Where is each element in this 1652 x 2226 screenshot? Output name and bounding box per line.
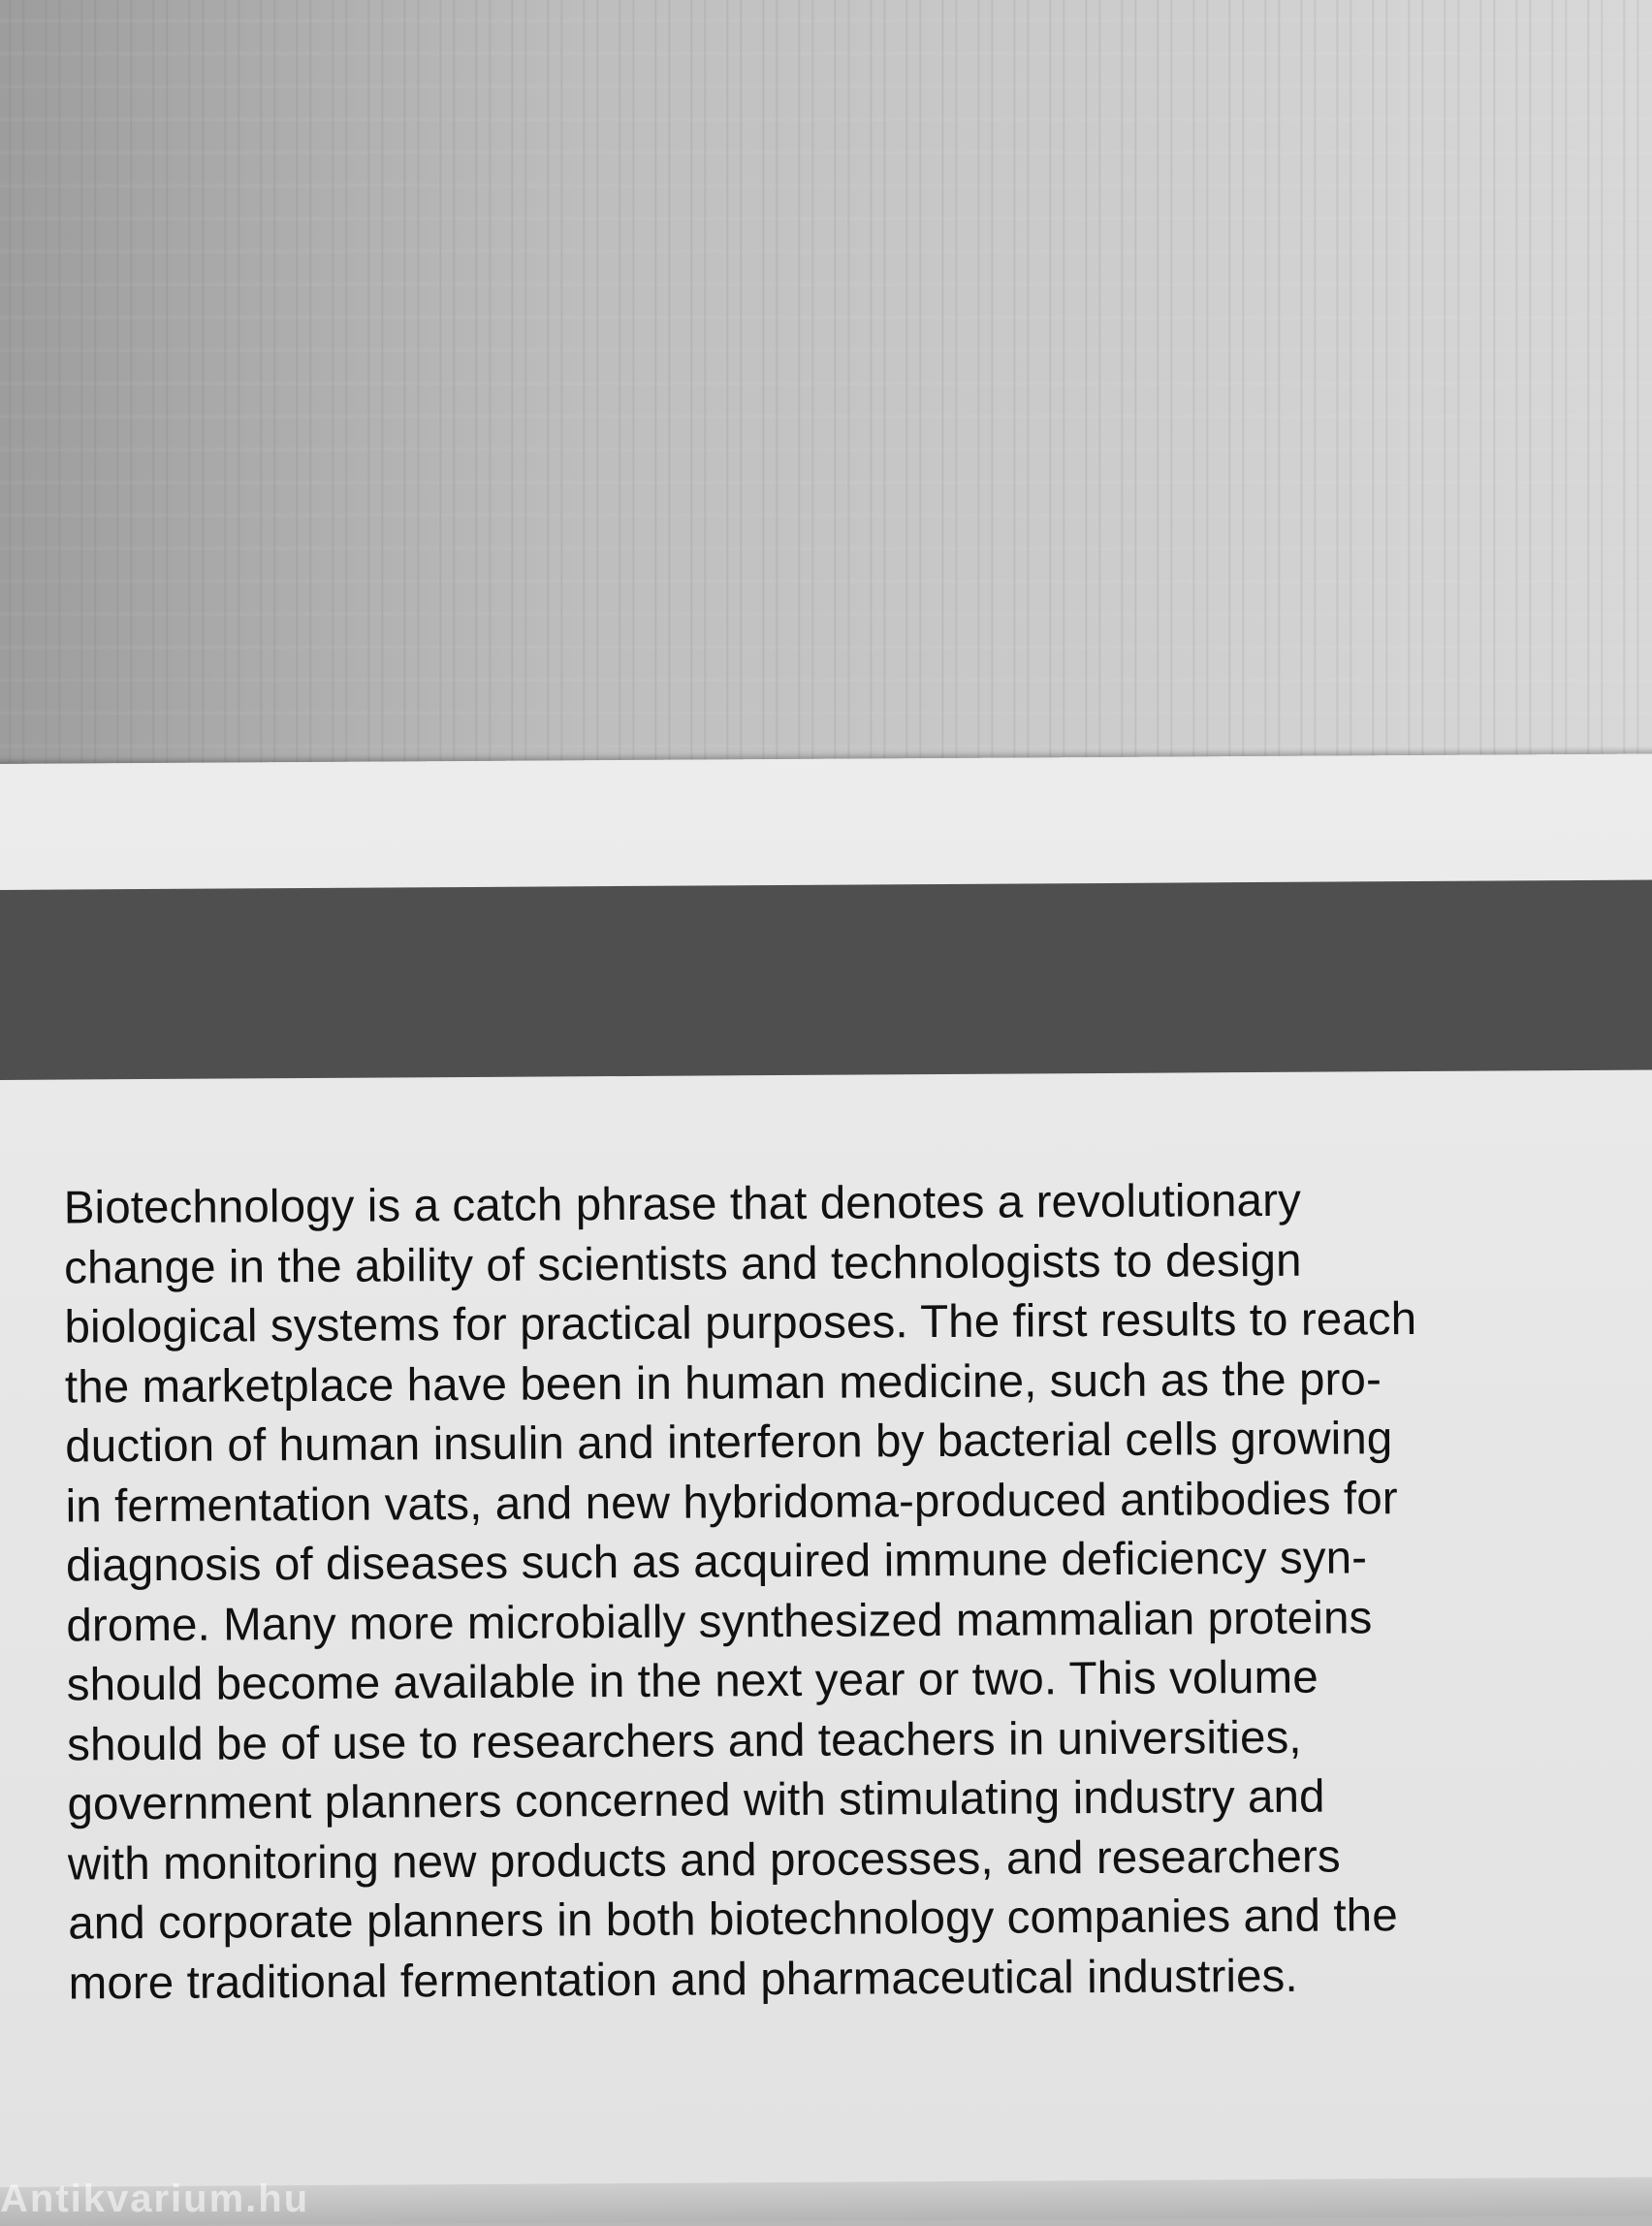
cover-top-margin (0, 753, 1652, 890)
blurb-line: should be of use to researchers and teachers in universities, (67, 1711, 1302, 1771)
blurb-line: duction of human insulin and interferon by bacterial cells growing (65, 1413, 1393, 1473)
blurb-line: and corporate planners in both biotechnology companies and the (68, 1890, 1398, 1950)
blurb-line: Biotechnology is a catch phrase that denotes a revolutionary (63, 1174, 1302, 1234)
blurb-line: with monitoring new products and processes, and researchers (67, 1830, 1341, 1891)
table-surface (0, 0, 1652, 776)
book-back-cover (0, 753, 1652, 2218)
blurb-line: the marketplace have been in human medicine, such as the pro- (64, 1352, 1382, 1414)
watermark-text: Antikvarium.hu (0, 2178, 310, 2220)
blurb-line: drome. Many more microbially synthesized mammalian proteins (66, 1591, 1373, 1652)
blurb-line: diagnosis of diseases such as acquired immune deficiency syn- (65, 1532, 1368, 1592)
cover-dark-band (0, 879, 1652, 1080)
blurb-line: biological systems for practical purposes. The first results to reach (64, 1293, 1417, 1353)
blurb-line: more traditional fermentation and pharmaceutical industries. (68, 1950, 1298, 2010)
blurb-line: in fermentation vats, and new hybridoma-produced antibodies for (65, 1472, 1398, 1533)
blurb-line: should become available in the next year or two. This volume (66, 1651, 1318, 1711)
cover-blurb (64, 1169, 1620, 2014)
blurb-line: change in the ability of scientists and technologists to design (64, 1234, 1302, 1294)
blurb-line: government planners concerned with stimulating industry and (67, 1770, 1325, 1830)
